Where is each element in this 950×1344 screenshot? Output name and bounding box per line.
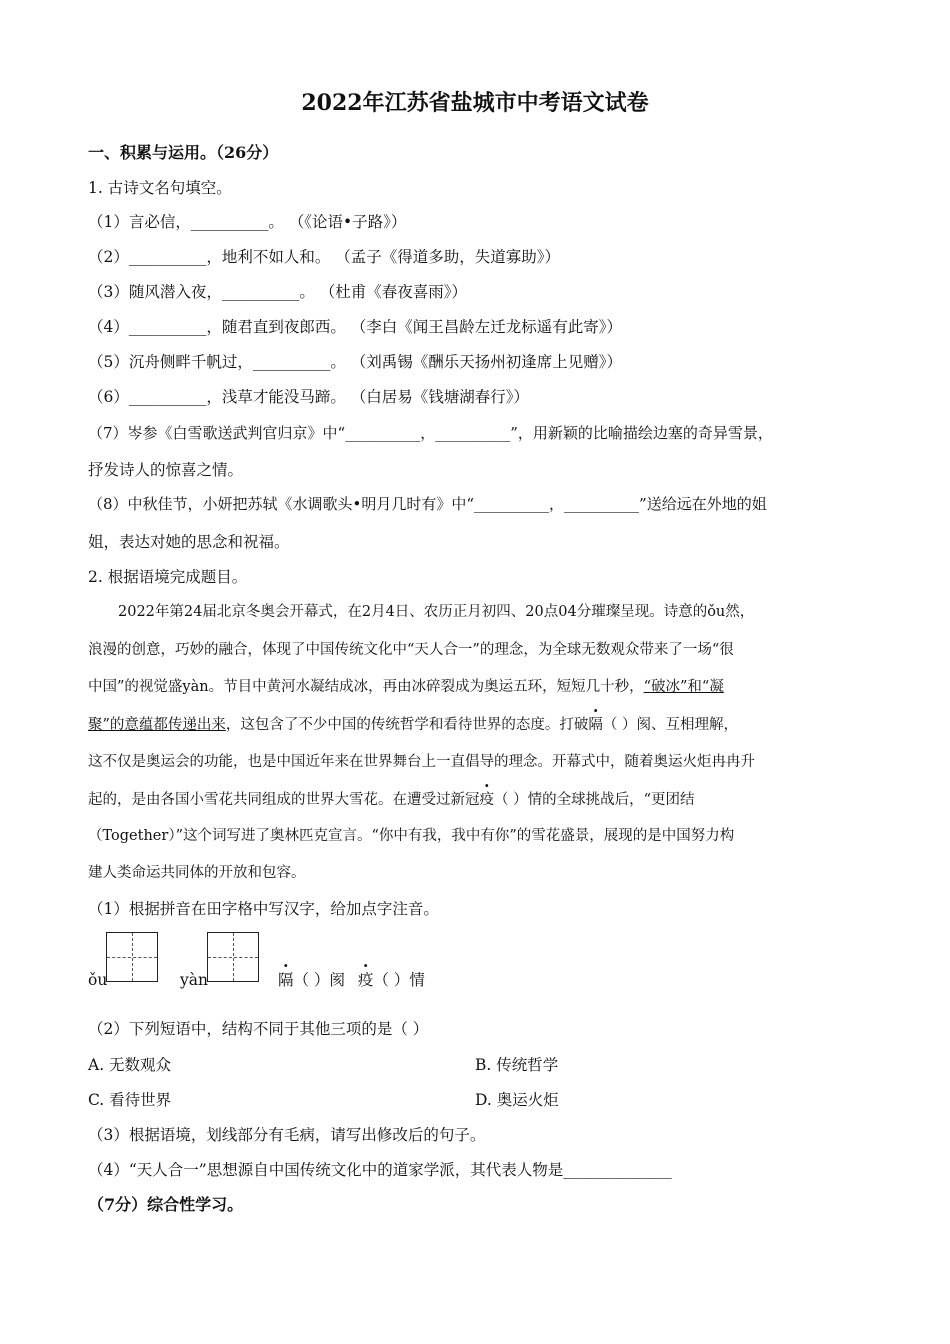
passage-line-6-tail: （ ）情的全球挑战后，“更团结 [494,792,695,808]
tianzige-box-2[interactable] [207,932,259,982]
passage-line-2: 浪漫的创意，巧妙的融合，体现了中国传统文化中“天人合一”的理念，为全球无数观众带来了一场“很 [88,642,734,658]
section-heading-next: （7分）综合性学习。 [88,1195,244,1214]
section-heading-1: 一、积累与运用。（26分） [88,143,279,162]
question-1-item-7-line-2: 抒发诗人的惊喜之情。 [88,461,244,479]
option-b[interactable]: B. 传统哲学 [475,1056,559,1074]
passage-line-3-text: 中国”的视觉盛yàn。节目中黄河水凝结成冰，再由冰碎裂成为奥运五环，短短几十秒， [88,679,644,695]
pronunciation-item-ge [278,970,425,990]
page-title: 2022年江苏省盐城市中考语文试卷 [301,90,649,116]
pinyin-yan: yàn [180,971,208,989]
question-2-heading: 2. 根据语境完成题目。 [88,568,248,586]
question-1-item-8-line-1: （8）中秋佳节，小妍把苏轼《水调歌头•明月几时有》中“__________，__________”送给远在外地的姐 [88,495,767,513]
underlined-phrase-end: 聚”的意蕴都传递出来 [88,717,226,733]
subquestion-1: （1）根据拼音在田字格中写汉字，给加点字注音。 [88,900,439,918]
question-1-item-8-line-2: 姐，表达对她的思念和祝福。 [88,533,290,551]
question-1-item-6: （6）__________，浅草才能没马蹄。 （白居易《钱塘湖春行》） [88,388,530,406]
subquestion-3: （3）根据语境，划线部分有毛病，请写出修改后的句子。 [88,1126,486,1144]
underlined-phrase-start: “破冰”和“凝 [643,679,724,695]
pinyin-ou: ǒu [88,971,108,989]
dotted-char-ge: 隔 [588,717,603,733]
passage-line-3 [88,677,858,697]
question-1-item-4: （4）__________，随君直到夜郎西。 （李白《闻王昌龄左迁龙标遥有此寄》） [88,318,623,336]
passage-line-4-text: ，这包含了不少中国的传统哲学和看待世界的态度。打破 [225,717,589,733]
passage-line-4-tail: （ ）阂、互相理解， [602,717,739,733]
question-1-item-1: （1）言必信，__________。 （《论语•子路》） [88,213,407,231]
dotted-char-yi-2: 疫 [357,971,374,989]
option-a[interactable]: A. 无数观众 [88,1056,172,1074]
passage-line-8: 建人类命运共同体的开放和包容。 [88,865,306,881]
option-c[interactable]: C. 看待世界 [88,1091,172,1109]
passage-line-5: 这不仅是奥运会的功能，也是中国近年来在世界舞台上一直倡导的理念。开幕式中，随着奥运火炬冉冉升 [88,754,755,770]
passage-line-6-text: 起的，是由各国小雪花共同组成的世界大雪花。在遭受过新冠 [88,792,480,808]
subquestion-2: （2）下列短语中，结构不同于其他三项的是（ ） [88,1020,429,1038]
question-1-heading: 1. 古诗文名句填空。 [88,179,232,197]
question-1-item-7-line-1: （7）岑参《白雪歌送武判官归京》中“__________，__________”，用新颖的比喻描绘边塞的奇异雪景， [88,424,773,442]
passage-line-1: 2022年第24届北京冬奥会开幕式，在2月4日、农历正月初四、20点04分璀璨呈现。诗意的ǒu然， [118,604,755,620]
dotted-char-yi: 疫 [479,792,494,808]
yi-blank: （ ）情 [373,971,425,989]
passage-line-4 [88,715,858,735]
subquestion-4: （4）“天人合一”思想源自中国传统文化中的道家学派，其代表人物是______________ [88,1161,672,1179]
ge-blank: （ ）阂 [293,971,345,989]
question-1-item-2: （2）__________，地利不如人和。 （孟子《得道多助，失道寡助》） [88,248,561,266]
tianzige-box-1[interactable] [106,932,158,982]
passage-line-7: （Together）”这个词写进了奥林匹克宣言。“你中有我，我中有你”的雪花盛景，展现的是中国努力构 [88,828,735,844]
passage-line-6 [88,790,858,810]
dotted-char-ge-2: 隔 [278,971,294,989]
question-1-item-3: （3）随风潜入夜，__________。 （杜甫《春夜喜雨》） [88,283,468,301]
question-1-item-5: （5）沉舟侧畔千帆过，__________。 （刘禹锡《酬乐天扬州初逢席上见赠》） [88,353,623,371]
option-d[interactable]: D. 奥运火炬 [475,1091,559,1109]
